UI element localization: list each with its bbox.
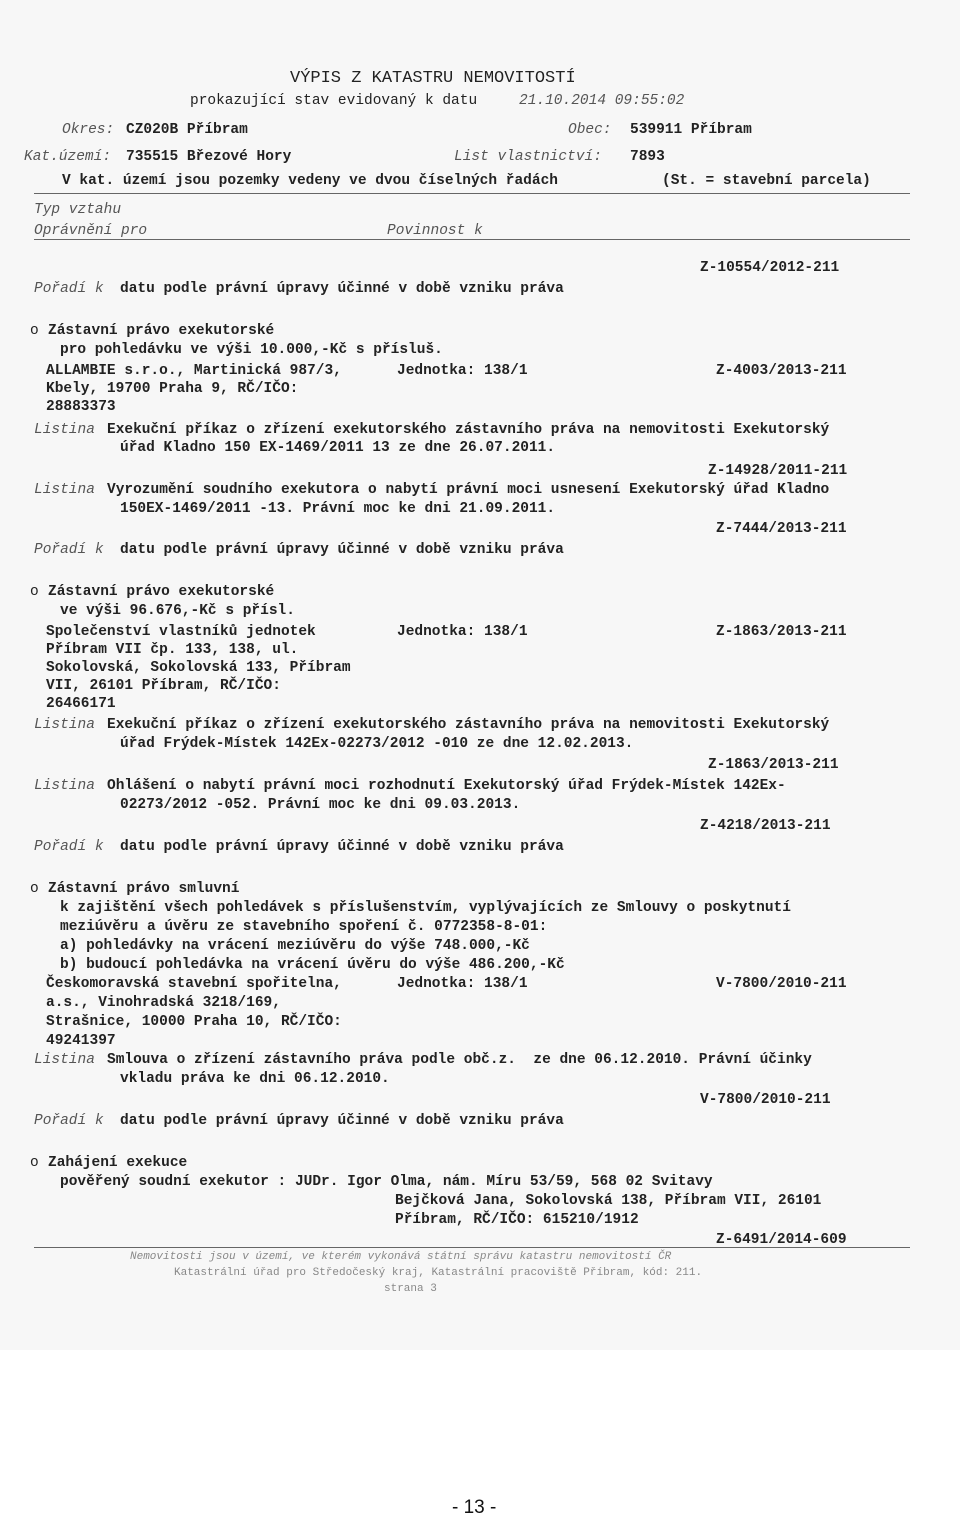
page-number: - 13 - xyxy=(452,1497,497,1518)
footer-page: strana 3 xyxy=(384,1283,437,1295)
column-typ-vztahu: Typ vztahu xyxy=(34,202,122,218)
listina-label: Listina xyxy=(34,482,95,498)
exekutor-line: pověřený soudní exekutor : JUDr. Igor Olma, nám. Míru 53/59, 568 02 Svitavy xyxy=(60,1174,713,1190)
entry-reference: V-7800/2010-211 xyxy=(716,976,847,992)
footer-line: Nemovitosti jsou v území, ve kterém vykonává státní správu katastru nemovitostí ČR xyxy=(130,1251,672,1263)
bullet-marker: o xyxy=(30,1155,39,1171)
poradi-label: Pořadí k xyxy=(34,281,104,297)
entity-line: a.s., Vinohradská 3218/169, xyxy=(46,995,281,1011)
entry-title: Zástavní právo smluvní xyxy=(48,881,240,897)
numbering-note: V kat. území jsou pozemky vedeny ve dvou číselných řadách xyxy=(62,173,558,189)
column-opravneni-pro: Oprávnění pro xyxy=(34,223,148,239)
entry-reference: Z-6491/2014-609 xyxy=(716,1232,847,1248)
entry-title: Zástavní právo exekutorské xyxy=(48,584,275,600)
entry-reference: Z-1863/2013-211 xyxy=(716,624,847,640)
entity-line: VII, 26101 Příbram, RČ/IČO: xyxy=(46,678,281,694)
listina-reference: Z-14928/2011-211 xyxy=(708,463,848,479)
entity-line: Kbely, 19700 Praha 9, RČ/IČO: xyxy=(46,381,299,397)
listina-label: Listina xyxy=(34,717,95,733)
entity-line: Českomoravská stavební spořitelna, xyxy=(46,976,342,992)
poradi-label: Pořadí k xyxy=(34,1113,104,1129)
entry-reference: Z-4003/2013-211 xyxy=(716,363,847,379)
listina-text: Exekuční příkaz o zřízení exekutorského zástavního práva na nemovitosti Exekutorský xyxy=(107,717,830,733)
listina-text: 02273/2012 -052. Právní moc ke dni 09.03.2013. xyxy=(120,797,521,813)
listina-reference: Z-7444/2013-211 xyxy=(716,521,847,537)
listina-text: vkladu práva ke dni 06.12.2010. xyxy=(120,1071,390,1087)
obec-value: 539911 Příbram xyxy=(630,122,752,138)
footer-rule xyxy=(34,1247,910,1248)
listina-text: úřad Kladno 150 EX-1469/2011 13 ze dne 26.07.2011. xyxy=(120,440,556,456)
poradi-label: Pořadí k xyxy=(34,839,104,855)
entry-title: Zástavní právo exekutorské xyxy=(48,323,275,339)
column-povinnost-k: Povinnost k xyxy=(387,223,483,239)
listina-text: Ohlášení o nabytí právní moci rozhodnutí Exekutorský úřad Frýdek-Místek 142Ex- xyxy=(107,778,786,794)
subtitle-date: 21.10.2014 09:55:02 xyxy=(519,93,685,109)
entity-line: ALLAMBIE s.r.o., Martinická 987/3, xyxy=(46,363,342,379)
katuzemi-value: 735515 Březové Hory xyxy=(126,149,292,165)
entity-line: Příbram VII čp. 133, 138, ul. xyxy=(46,642,299,658)
entity-line: Sokolovská, Sokolovská 133, Příbram xyxy=(46,660,351,676)
entry-detail: meziúvěru a úvěru ze stavebního spoření č. 0772358-8-01: xyxy=(60,919,548,935)
listina-text: Exekuční příkaz o zřízení exekutorského zástavního práva na nemovitosti Exekutorský xyxy=(107,422,830,438)
entity-line: Strašnice, 10000 Praha 10, RČ/IČO: xyxy=(46,1014,342,1030)
okres-value: CZ020B Příbram xyxy=(126,122,248,138)
entry-detail: k zajištění všech pohledávek s příslušenstvím, vyplývajících ze Smlouvy o poskytnutí xyxy=(60,900,791,916)
entry-title: Zahájení exekuce xyxy=(48,1155,188,1171)
list-value: 7893 xyxy=(630,149,665,165)
unit-label: Jednotka: 138/1 xyxy=(397,976,528,992)
poradi-text: datu podle právní úpravy účinné v době vzniku práva xyxy=(120,839,564,855)
footer-line: Katastrální úřad pro Středočeský kraj, Katastrální pracoviště Příbram, kód: 211. xyxy=(174,1267,703,1279)
subtitle-prefix: prokazující stav evidovaný k datu xyxy=(190,93,478,109)
entity-line: 49241397 xyxy=(46,1033,116,1049)
unit-label: Jednotka: 138/1 xyxy=(397,624,528,640)
poradi-text: datu podle právní úpravy účinné v době vzniku práva xyxy=(120,542,564,558)
poradi-label: Pořadí k xyxy=(34,542,104,558)
katuzemi-label: Kat.území: xyxy=(24,149,112,165)
column-rule xyxy=(34,239,910,240)
list-label: List vlastnictví: xyxy=(454,149,602,165)
listina-text: 150EX-1469/2011 -13. Právní moc ke dni 21.09.2011. xyxy=(120,501,556,517)
listina-label: Listina xyxy=(34,778,95,794)
listina-label: Listina xyxy=(34,1052,95,1068)
listina-label: Listina xyxy=(34,422,95,438)
bullet-marker: o xyxy=(30,584,39,600)
poradi-text: datu podle právní úpravy účinné v době vzniku práva xyxy=(120,1113,564,1129)
unit-label: Jednotka: 138/1 xyxy=(397,363,528,379)
listina-reference: V-7800/2010-211 xyxy=(700,1092,831,1108)
document-title: VÝPIS Z KATASTRU NEMOVITOSTÍ xyxy=(290,69,576,88)
entity-line: Společenství vlastníků jednotek xyxy=(46,624,316,640)
entity-line: Příbram, RČ/IČO: 615210/1912 xyxy=(395,1212,639,1228)
listina-reference: Z-1863/2013-211 xyxy=(708,757,839,773)
bullet-marker: o xyxy=(30,323,39,339)
entry-amount: ve výši 96.676,-Kč s přísl. xyxy=(60,603,295,619)
entity-line: Bejčková Jana, Sokolovská 138, Příbram VII, 26101 xyxy=(395,1193,822,1209)
poradi-reference: Z-10554/2012-211 xyxy=(700,260,840,276)
entity-line: 28883373 xyxy=(46,399,116,415)
entity-line: 26466171 xyxy=(46,696,116,712)
okres-label: Okres: xyxy=(62,122,115,138)
listina-text: Vyrozumění soudního exekutora o nabytí právní moci usnesení Exekutorský úřad Kladno xyxy=(107,482,830,498)
entry-detail: b) budoucí pohledávka na vrácení úvěru do výše 486.200,-Kč xyxy=(60,957,565,973)
entry-detail: a) pohledávky na vrácení meziúvěru do výše 748.000,-Kč xyxy=(60,938,530,954)
listina-text: Smlouva o zřízení zástavního práva podle obč.z. ze dne 06.12.2010. Právní účinky xyxy=(107,1052,812,1068)
bullet-marker: o xyxy=(30,881,39,897)
header-rule xyxy=(34,193,910,194)
poradi-text: datu podle právní úpravy účinné v době vzniku práva xyxy=(120,281,564,297)
numbering-note-right: (St. = stavební parcela) xyxy=(662,173,871,189)
listina-reference: Z-4218/2013-211 xyxy=(700,818,831,834)
obec-label: Obec: xyxy=(568,122,612,138)
listina-text: úřad Frýdek-Místek 142Ex-02273/2012 -010 ze dne 12.02.2013. xyxy=(120,736,634,752)
entry-amount: pro pohledávku ve výši 10.000,-Kč s přísluš. xyxy=(60,342,443,358)
